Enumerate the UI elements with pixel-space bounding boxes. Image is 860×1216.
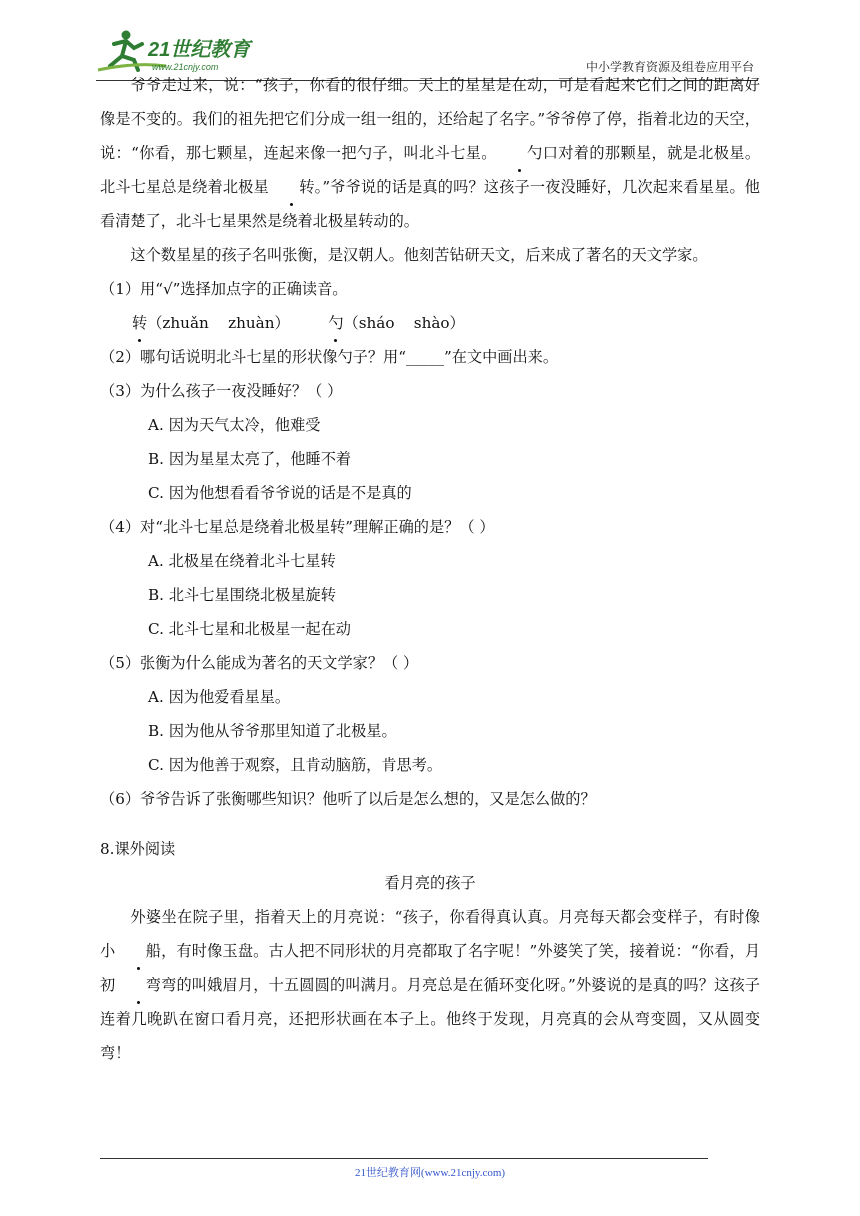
dotted-char: 勺: [328, 306, 343, 340]
header-tagline: 中小学教育资源及组卷应用平台: [585, 60, 754, 74]
document-body: [100, 68, 760, 1070]
text-run: 弯的叫娥眉月，十五圆圆的叫满月。月亮总是在循环变化呀。”外婆说的是真的吗？这孩子连着几晚趴在窗口看月亮，还把形状画在本子上。他终于发现，月亮真的会从弯变圆，又从圆变弯！: [100, 976, 760, 1062]
text-run: 爷爷走过来，说：“孩子，你看的很仔细。天上的星星是在动，可是看起来它们之间的距离好像是不变的。我们的祖先把它们分成一组一组的，还给起了名字。”爷爷停了停，指着北边的天空，说：“你看，那七颗星，连起来像一把勺子，叫北斗七星。: [100, 76, 760, 162]
text-run: 。”爷爷说的话是真的吗？这孩子一夜没睡好，几次起来看星星。他看清楚了，北斗七星果然是绕着北极星转动的。: [100, 178, 760, 230]
question-4-option-b: B. 北斗七星围绕北极星旋转: [148, 586, 336, 604]
question-4: （4）对“北斗七星总是绕着北极星转”理解正确的是？（ ）: [100, 518, 495, 536]
footer-divider: [100, 1158, 708, 1159]
pinyin-options: （zhuǎn zhuàn）: [147, 314, 290, 332]
dotted-char: 转: [132, 306, 147, 340]
passage1-paragraph1: [100, 68, 760, 238]
dotted-char: 船: [115, 934, 161, 968]
question-3-option-c: C. 因为他想看看爷爷说的话是不是真的: [148, 484, 412, 502]
dotted-char: 转: [269, 170, 315, 204]
question-1: （1）用“√”选择加点字的正确读音。: [100, 280, 348, 298]
question-5-option-a: A. 因为他爱看星星。: [148, 688, 291, 706]
question-5: （5）张衡为什么能成为著名的天文学家？（ ）: [100, 654, 419, 672]
text-run: 口对着的那颗星，就是北极星。北斗七星总是绕着北极星: [100, 144, 761, 196]
question-5-option-c: C. 因为他善于观察，且肯动脑筋，肯思考。: [148, 756, 443, 774]
question-3: （3）为什么孩子一夜没睡好？（ ）: [100, 382, 343, 400]
section-8-heading: 8.课外阅读: [100, 840, 176, 858]
text-run: ，有时像玉盘。古人把不同形状的月亮都取了名字呢！”外婆笑了笑，接着说：“你看，月初: [100, 942, 761, 994]
logo-text: 21世纪教育: [148, 39, 251, 61]
question-3-option-b: B. 因为星星太亮了，他睡不着: [148, 450, 352, 468]
section-8-title: 看月亮的孩子: [384, 874, 476, 892]
question-6: （6）爷爷告诉了张衡哪些知识？他听了以后是怎么想的，又是怎么做的？: [100, 790, 596, 808]
section-8-paragraph: [100, 900, 760, 1070]
question-4-option-c: C. 北斗七星和北极星一起在动: [148, 620, 351, 638]
text-run: 外婆坐在院子里，指着天上的月亮说：“孩子，你看得真认真。月亮每天都会变样子，有时像小: [100, 908, 760, 960]
footer-text: 21世纪教育网(www.21cnjy.com): [354, 1167, 506, 1179]
passage1-paragraph2: 这个数星星的孩子名叫张衡，是汉朝人。他刻苦钻研天文，后来成了著名的天文学家。: [130, 246, 708, 264]
question-4-option-a: A. 北极星在绕着北斗七星转: [148, 552, 336, 570]
dotted-char: 弯: [115, 968, 161, 1002]
question-3-option-a: A. 因为天气太冷，他难受: [148, 416, 321, 434]
pinyin-options: （sháo shào）: [343, 314, 465, 332]
logo-url: www.21cnjy.com: [152, 62, 219, 72]
dotted-char: 勺: [497, 136, 543, 170]
question-5-option-b: B. 因为他从爷爷那里知道了北极星。: [148, 722, 397, 740]
question-2: （2）哪句话说明北斗七星的形状像勺子？用“_____”在文中画出来。: [100, 348, 559, 366]
question-1-pinyin: [132, 306, 760, 340]
